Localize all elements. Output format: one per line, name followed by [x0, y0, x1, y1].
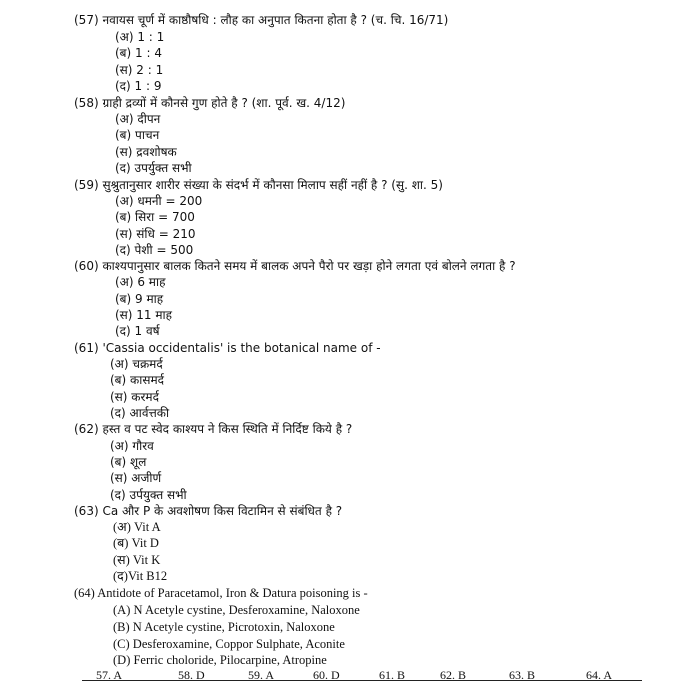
answer-59: 59. A: [248, 668, 275, 682]
question-58-option-a: (अ) दीपन: [115, 112, 161, 126]
question-58-option-b: (ब) पाचन: [115, 128, 160, 142]
question-57-stem: (57) नवायस चूर्ण में काष्ठौषधि : लौह का अनुपात कितना होता है ? (च. चि. 16/71): [74, 13, 449, 27]
question-59-option-d: (द) पेशी = 500: [115, 243, 194, 257]
question-60-option-d: (द) 1 वर्ष: [115, 324, 160, 338]
question-60-stem: (60) काश्यपानुसार बालक कितने समय में बालक अपने पैरो पर खड़ा होने लगता एवं बोलने लगता है ?: [74, 259, 516, 273]
question-61-option-b: (ब) कासमर्द: [110, 373, 165, 387]
question-63-option-b: (ब) Vit D: [113, 536, 159, 550]
answer-57: 57. A: [96, 668, 123, 682]
question-58-stem: (58) ग्राही द्रव्यों में कौनसे गुण होते है ? (शा. पूर्व. ख. 4/12): [74, 96, 346, 110]
answer-62: 62. B: [440, 668, 467, 682]
question-62-option-b: (ब) शूल: [110, 455, 147, 469]
answer-64: 64. A: [586, 668, 613, 682]
answer-60: 60. D: [313, 668, 340, 682]
question-57-option-a: (अ) 1 : 1: [115, 30, 165, 44]
question-63-option-d: (द)Vit B12: [113, 569, 168, 583]
answer-58: 58. D: [178, 668, 205, 682]
question-64-option-a: (A) N Acetyle cystine, Desferoxamine, Naloxone: [113, 603, 360, 617]
question-64-option-b: (B) N Acetyle cystine, Picrotoxin, Naloxone: [113, 620, 335, 634]
question-58-option-d: (द) उपर्युक्त सभी: [115, 161, 192, 175]
question-64-stem: (64) Antidote of Paracetamol, Iron & Datura poisoning is -: [74, 586, 368, 600]
question-61-option-d: (द) आर्वत्तकी: [110, 406, 170, 420]
question-63-option-a: (अ) Vit A: [113, 520, 161, 534]
question-59-stem: (59) सुश्रुतानुसार शारीर संख्या के संदर्भ में कौनसा मिलाप सहीं नहीं है ? (सु. शा. 5): [74, 178, 443, 192]
question-62-stem: (62) हस्त व पट स्वेद काश्यप ने किस स्थिति में निर्दिष्ट किये है ?: [74, 422, 353, 436]
answer-key-divider: [82, 680, 642, 681]
question-62-option-c: (स) अजीर्ण: [110, 471, 162, 485]
question-62-option-a: (अ) गौरव: [110, 439, 154, 453]
question-59-option-b: (ब) सिरा = 700: [115, 210, 195, 224]
question-64-option-c: (C) Desferoxamine, Coppor Sulphate, Aconite: [113, 637, 345, 651]
answer-63: 63. B: [509, 668, 536, 682]
question-61-stem: (61) 'Cassia occidentalis' is the botanical name of -: [74, 341, 381, 355]
question-61-option-c: (स) करमर्द: [110, 390, 159, 404]
question-58-option-c: (स) द्रवशोषक: [115, 145, 177, 159]
question-62-option-d: (द) उर्पयुक्त सभी: [110, 488, 187, 502]
question-59-option-c: (स) संधि = 210: [115, 227, 196, 241]
question-60-option-b: (ब) 9 माह: [115, 292, 164, 306]
question-61-option-a: (अ) चक्रमर्द: [110, 357, 163, 371]
question-60-option-c: (स) 11 माह: [115, 308, 173, 322]
question-63-stem: (63) Ca और P के अवशोषण किस विटामिन से संबंधित है ?: [74, 504, 343, 518]
question-57-option-c: (स) 2 : 1: [115, 63, 164, 77]
question-59-option-a: (अ) धमनी = 200: [115, 194, 203, 208]
question-60-option-a: (अ) 6 माह: [115, 275, 166, 289]
question-64-option-d: (D) Ferric choloride, Pilocarpine, Atropine: [113, 653, 327, 667]
question-57-option-d: (द) 1 : 9: [115, 79, 162, 93]
answer-61: 61. B: [379, 668, 406, 682]
question-63-option-c: (स) Vit K: [113, 553, 161, 567]
question-57-option-b: (ब) 1 : 4: [115, 46, 162, 60]
